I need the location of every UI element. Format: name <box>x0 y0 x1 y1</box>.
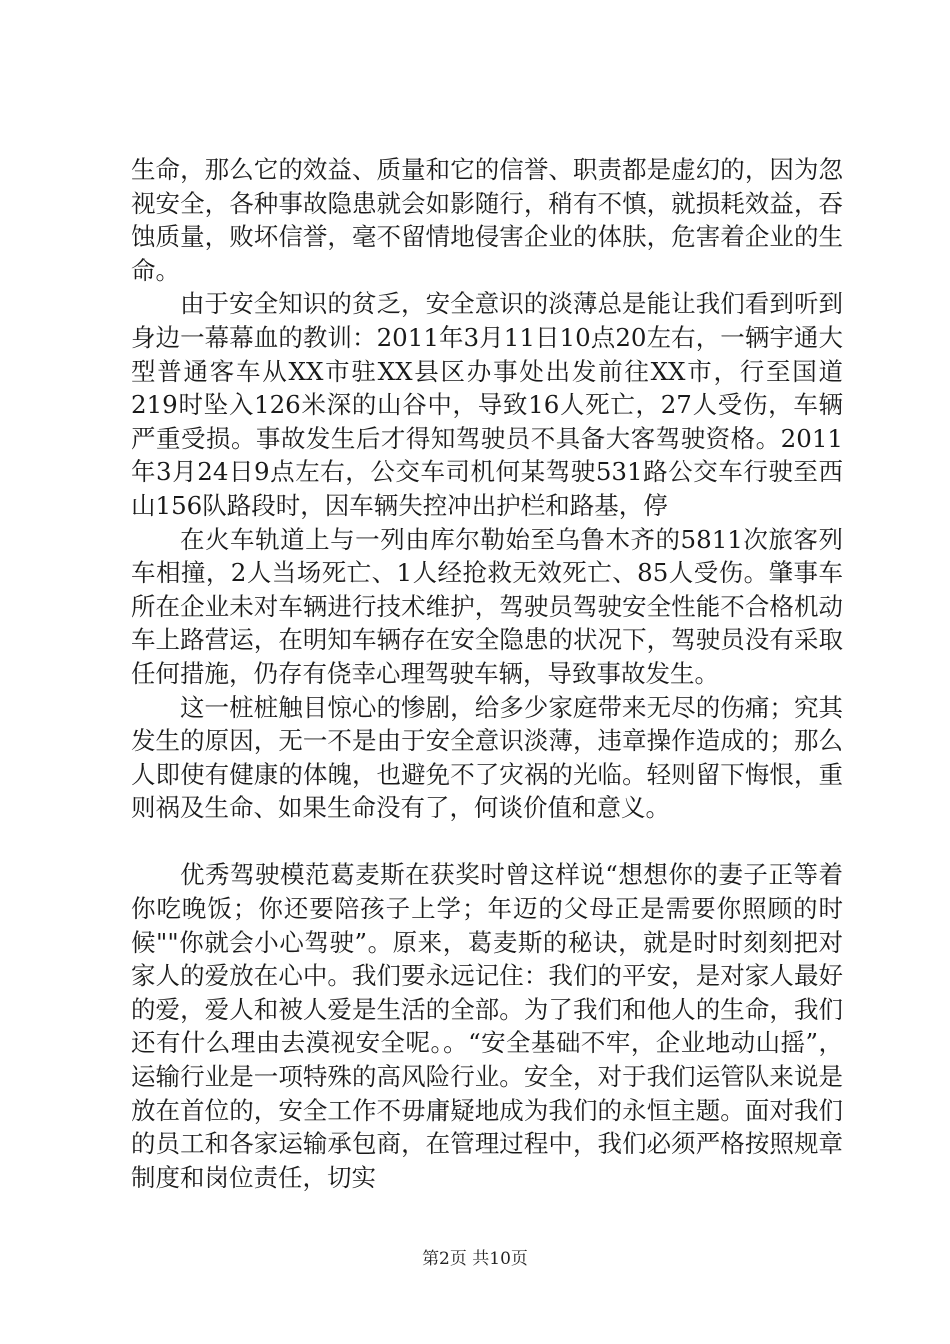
paragraph-5: 优秀驾驶模范葛麦斯在获奖时曾这样说“想想你的妻子正等着你吃晚饭；你还要陪孩子上学；年迈的父母正是需要你照顾的时候""你就会小心驾驶”。原来，葛麦斯的秘诀，就是时时刻刻把对家人的爱放在心中。我们要永远记住：我们的平安，是对家人最好的爱，爱人和被人爱是生活的全部。为了我们和他人的生命，我们还有什么理由去漠视安全呢。。“安全基础不牢，企业地动山摇”，运输行业是一项特殊的高风险行业。安全，对于我们运管队来说是放在首位的，安全工作不毋庸疑地成为我们的永恒主题。面对我们的员工和各家运输承包商，在管理过程中，我们必须严格按照规章制度和岗位责任，切实 <box>131 860 843 1192</box>
paragraph-2: 由于安全知识的贫乏，安全意识的淡薄总是能让我们看到听到身边一幕幕血的教训：2011年3月11日10点20左右，一辆宇通大型普通客车从XX市驻XX县区办事处出发前往XX市，行至国道219时坠入126米深的山谷中，导致16人死亡，27人受伤，车辆严重受损。事故发生后才得知驾驶员不具备大客驾驶资格。2011年3月24日9点左右，公交车司机何某驾驶531路公交车行驶至西山156队路段时，因车辆失控冲出护栏和路基，停 <box>131 289 843 520</box>
page-number-footer: 第2页 共10页 <box>422 1249 528 1269</box>
paragraph-3: 在火车轨道上与一列由库尔勒始至乌鲁木齐的5811次旅客列车相撞，2人当场死亡、1人经抢救无效死亡、85人受伤。肇事车所在企业未对车辆进行技术维护，驾驶员驾驶安全性能不合格机动车上路营运，在明知车辆存在安全隐患的状况下，驾驶员没有采取任何措施，仍存有侥幸心理驾驶车辆，导致事故发生。 <box>131 524 843 688</box>
paragraph-spacer <box>131 825 843 859</box>
paragraph-4: 这一桩桩触目惊心的惨剧，给多少家庭带来无尽的伤痛；究其发生的原因，无一不是由于安全意识淡薄，违章操作造成的；那么人即使有健康的体魄，也避免不了灾祸的光临。轻则留下悔恨，重则祸及生命、如果生命没有了，何谈价值和意义。 <box>131 692 843 823</box>
document-body <box>131 153 843 1194</box>
paragraph-1: 生命，那么它的效益、质量和它的信誉、职责都是虚幻的，因为忽视安全，各种事故隐患就会如影随行，稍有不慎，就损耗效益，吞蚀质量，败坏信誉，毫不留情地侵害企业的体肤，危害着企业的生命。 <box>131 155 843 285</box>
